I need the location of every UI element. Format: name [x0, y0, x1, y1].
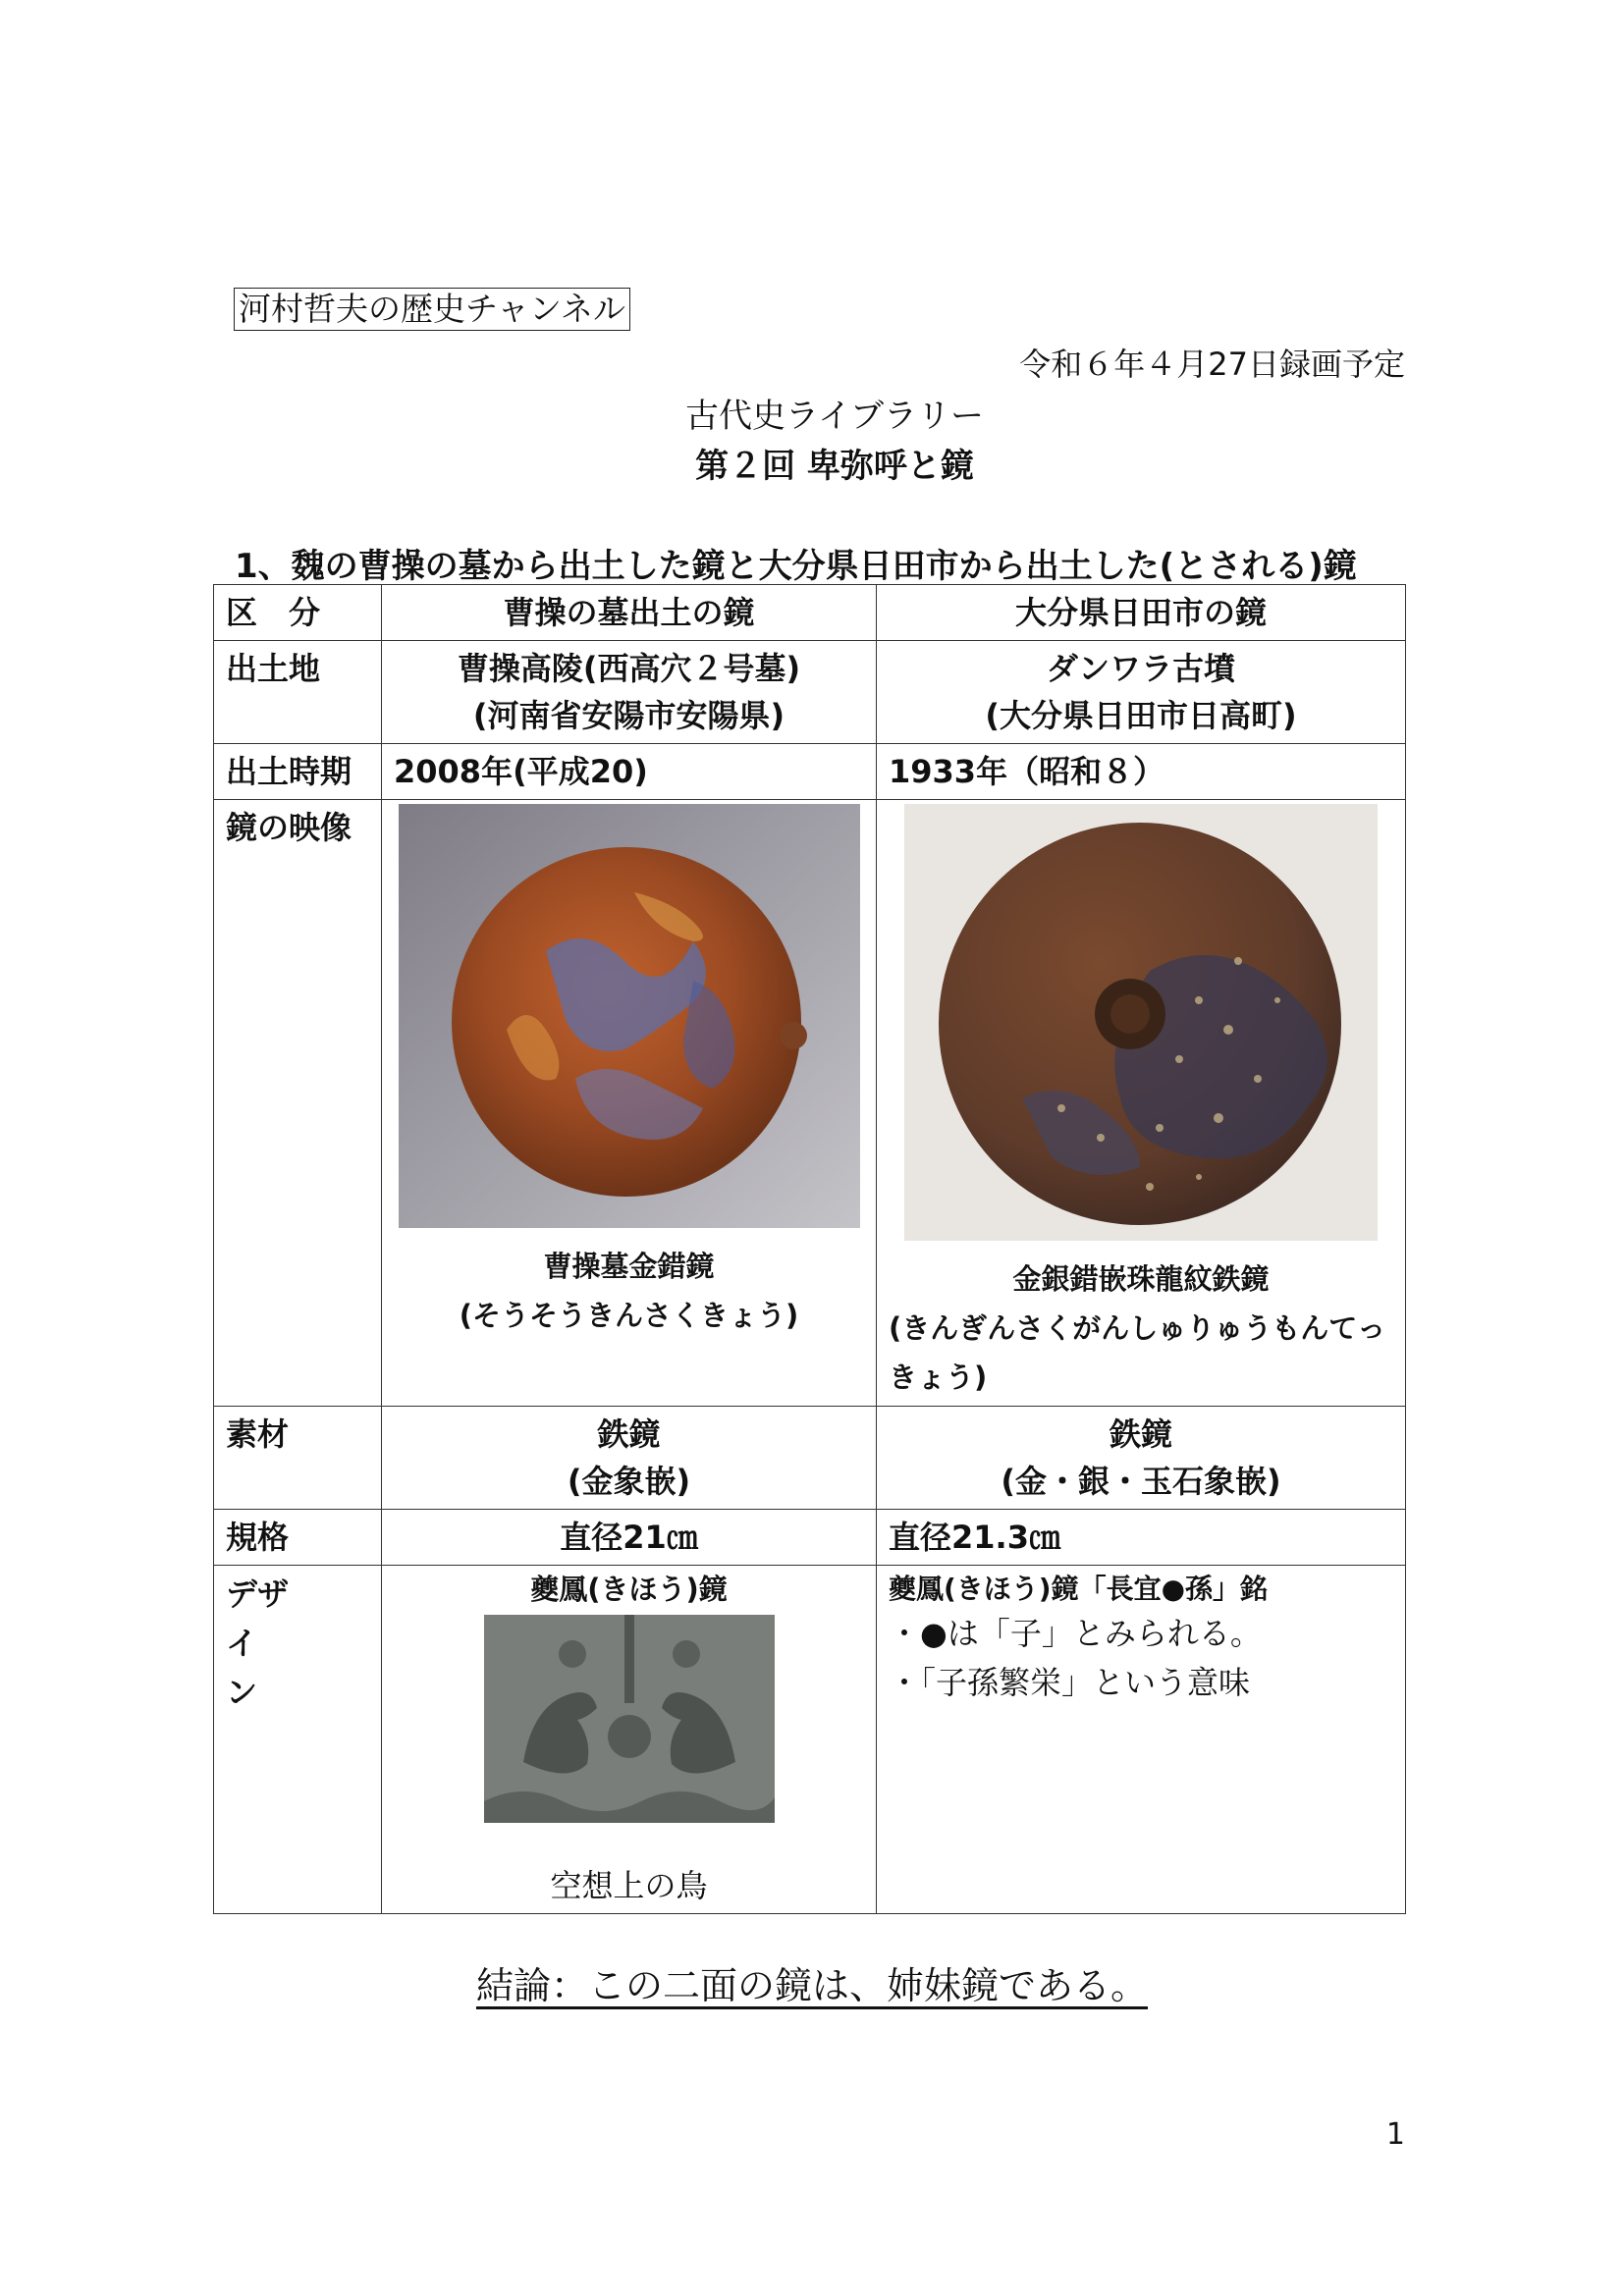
cao-cao-mirror-reading: (そうそうきんさくきょう) — [459, 1299, 799, 1332]
design-right-title: 夔鳳(きほう)鏡「長宜●孫」銘 — [889, 1573, 1269, 1605]
header-hita-mirror: 大分県日田市の鏡 — [877, 585, 1406, 641]
hita-mirror-photo — [889, 804, 1393, 1241]
header-category: 区 分 — [214, 585, 382, 641]
design-left-caption: 空想上の鳥 — [550, 1867, 708, 1904]
time-right: 1933年（昭和８） — [877, 744, 1406, 800]
row-label-standard: 規格 — [214, 1510, 382, 1566]
design-left-title: 夔鳳(きほう)鏡 — [530, 1573, 728, 1606]
design-left-cell — [382, 1566, 877, 1914]
image-left-cell — [382, 800, 877, 1407]
standard-right: 直径21.3㎝ — [877, 1510, 1406, 1566]
material-left-line1: 鉄鏡 — [597, 1415, 661, 1453]
phoenix-relief-photo — [394, 1615, 864, 1823]
comparison-table — [213, 584, 1406, 1914]
row-label-time: 出土時期 — [214, 744, 382, 800]
table-row — [214, 1566, 1406, 1914]
design-label-line3: ン — [226, 1674, 258, 1711]
table-row — [214, 800, 1406, 1407]
design-label-line2: イ — [226, 1625, 258, 1662]
channel-name-box: 河村哲夫の歴史チャンネル — [234, 288, 630, 331]
place-right-line2: (大分県日田市日高町) — [985, 697, 1297, 734]
record-date: 令和６年４月27日録画予定 — [1019, 346, 1405, 383]
table-header-row — [214, 585, 1406, 641]
table-row — [214, 1407, 1406, 1510]
standard-left: 直径21㎝ — [382, 1510, 877, 1566]
header-cao-cao-mirror: 曹操の墓出土の鏡 — [382, 585, 877, 641]
row-label-material: 素材 — [214, 1407, 382, 1510]
place-left-line2: (河南省安陽市安陽県) — [472, 697, 785, 734]
place-left — [382, 641, 877, 744]
place-right — [877, 641, 1406, 744]
hita-mirror-reading: (きんぎんさくがんしゅりゅうもんてっきょう) — [889, 1311, 1386, 1394]
episode-title: 第２回 卑弥呼と鏡 — [695, 447, 974, 486]
material-right-line1: 鉄鏡 — [1109, 1415, 1172, 1453]
material-left-line2: (金象嵌) — [567, 1463, 691, 1500]
section-heading: 1、魏の曹操の墓から出土した鏡と大分県日田市から出土した(とされる)鏡 — [235, 547, 1357, 586]
design-right-cell — [877, 1566, 1406, 1914]
conclusion: 結論：この二面の鏡は、姉妹鏡である。 — [475, 1964, 1148, 2007]
row-label-design — [214, 1566, 382, 1914]
hita-mirror-caption: 金銀錯嵌珠龍紋鉄鏡 — [1012, 1262, 1270, 1296]
design-label-line1: デザ — [226, 1575, 290, 1613]
row-label-place: 出土地 — [214, 641, 382, 744]
material-left — [382, 1407, 877, 1510]
place-left-line1: 曹操高陵(西高穴２号墓) — [457, 650, 801, 687]
cao-cao-mirror-caption: 曹操墓金錯鏡 — [543, 1250, 715, 1283]
design-bullet-1: ・●は「子」とみられる。 — [889, 1615, 1262, 1652]
page-number: 1 — [1385, 2117, 1405, 2152]
design-bullet-2: ・「子孫繁栄」という意味 — [889, 1664, 1251, 1701]
cao-cao-mirror-photo — [394, 804, 864, 1228]
material-right — [877, 1407, 1406, 1510]
table-row — [214, 744, 1406, 800]
row-label-image: 鏡の映像 — [214, 800, 382, 1407]
table-row — [214, 641, 1406, 744]
series-title: 古代史ライブラリー — [685, 397, 984, 436]
table-row — [214, 1510, 1406, 1566]
material-right-line2: (金・銀・玉石象嵌) — [1001, 1463, 1281, 1500]
time-left: 2008年(平成20) — [382, 744, 877, 800]
image-right-cell — [877, 800, 1406, 1407]
place-right-line1: ダンワラ古墳 — [1046, 650, 1236, 687]
